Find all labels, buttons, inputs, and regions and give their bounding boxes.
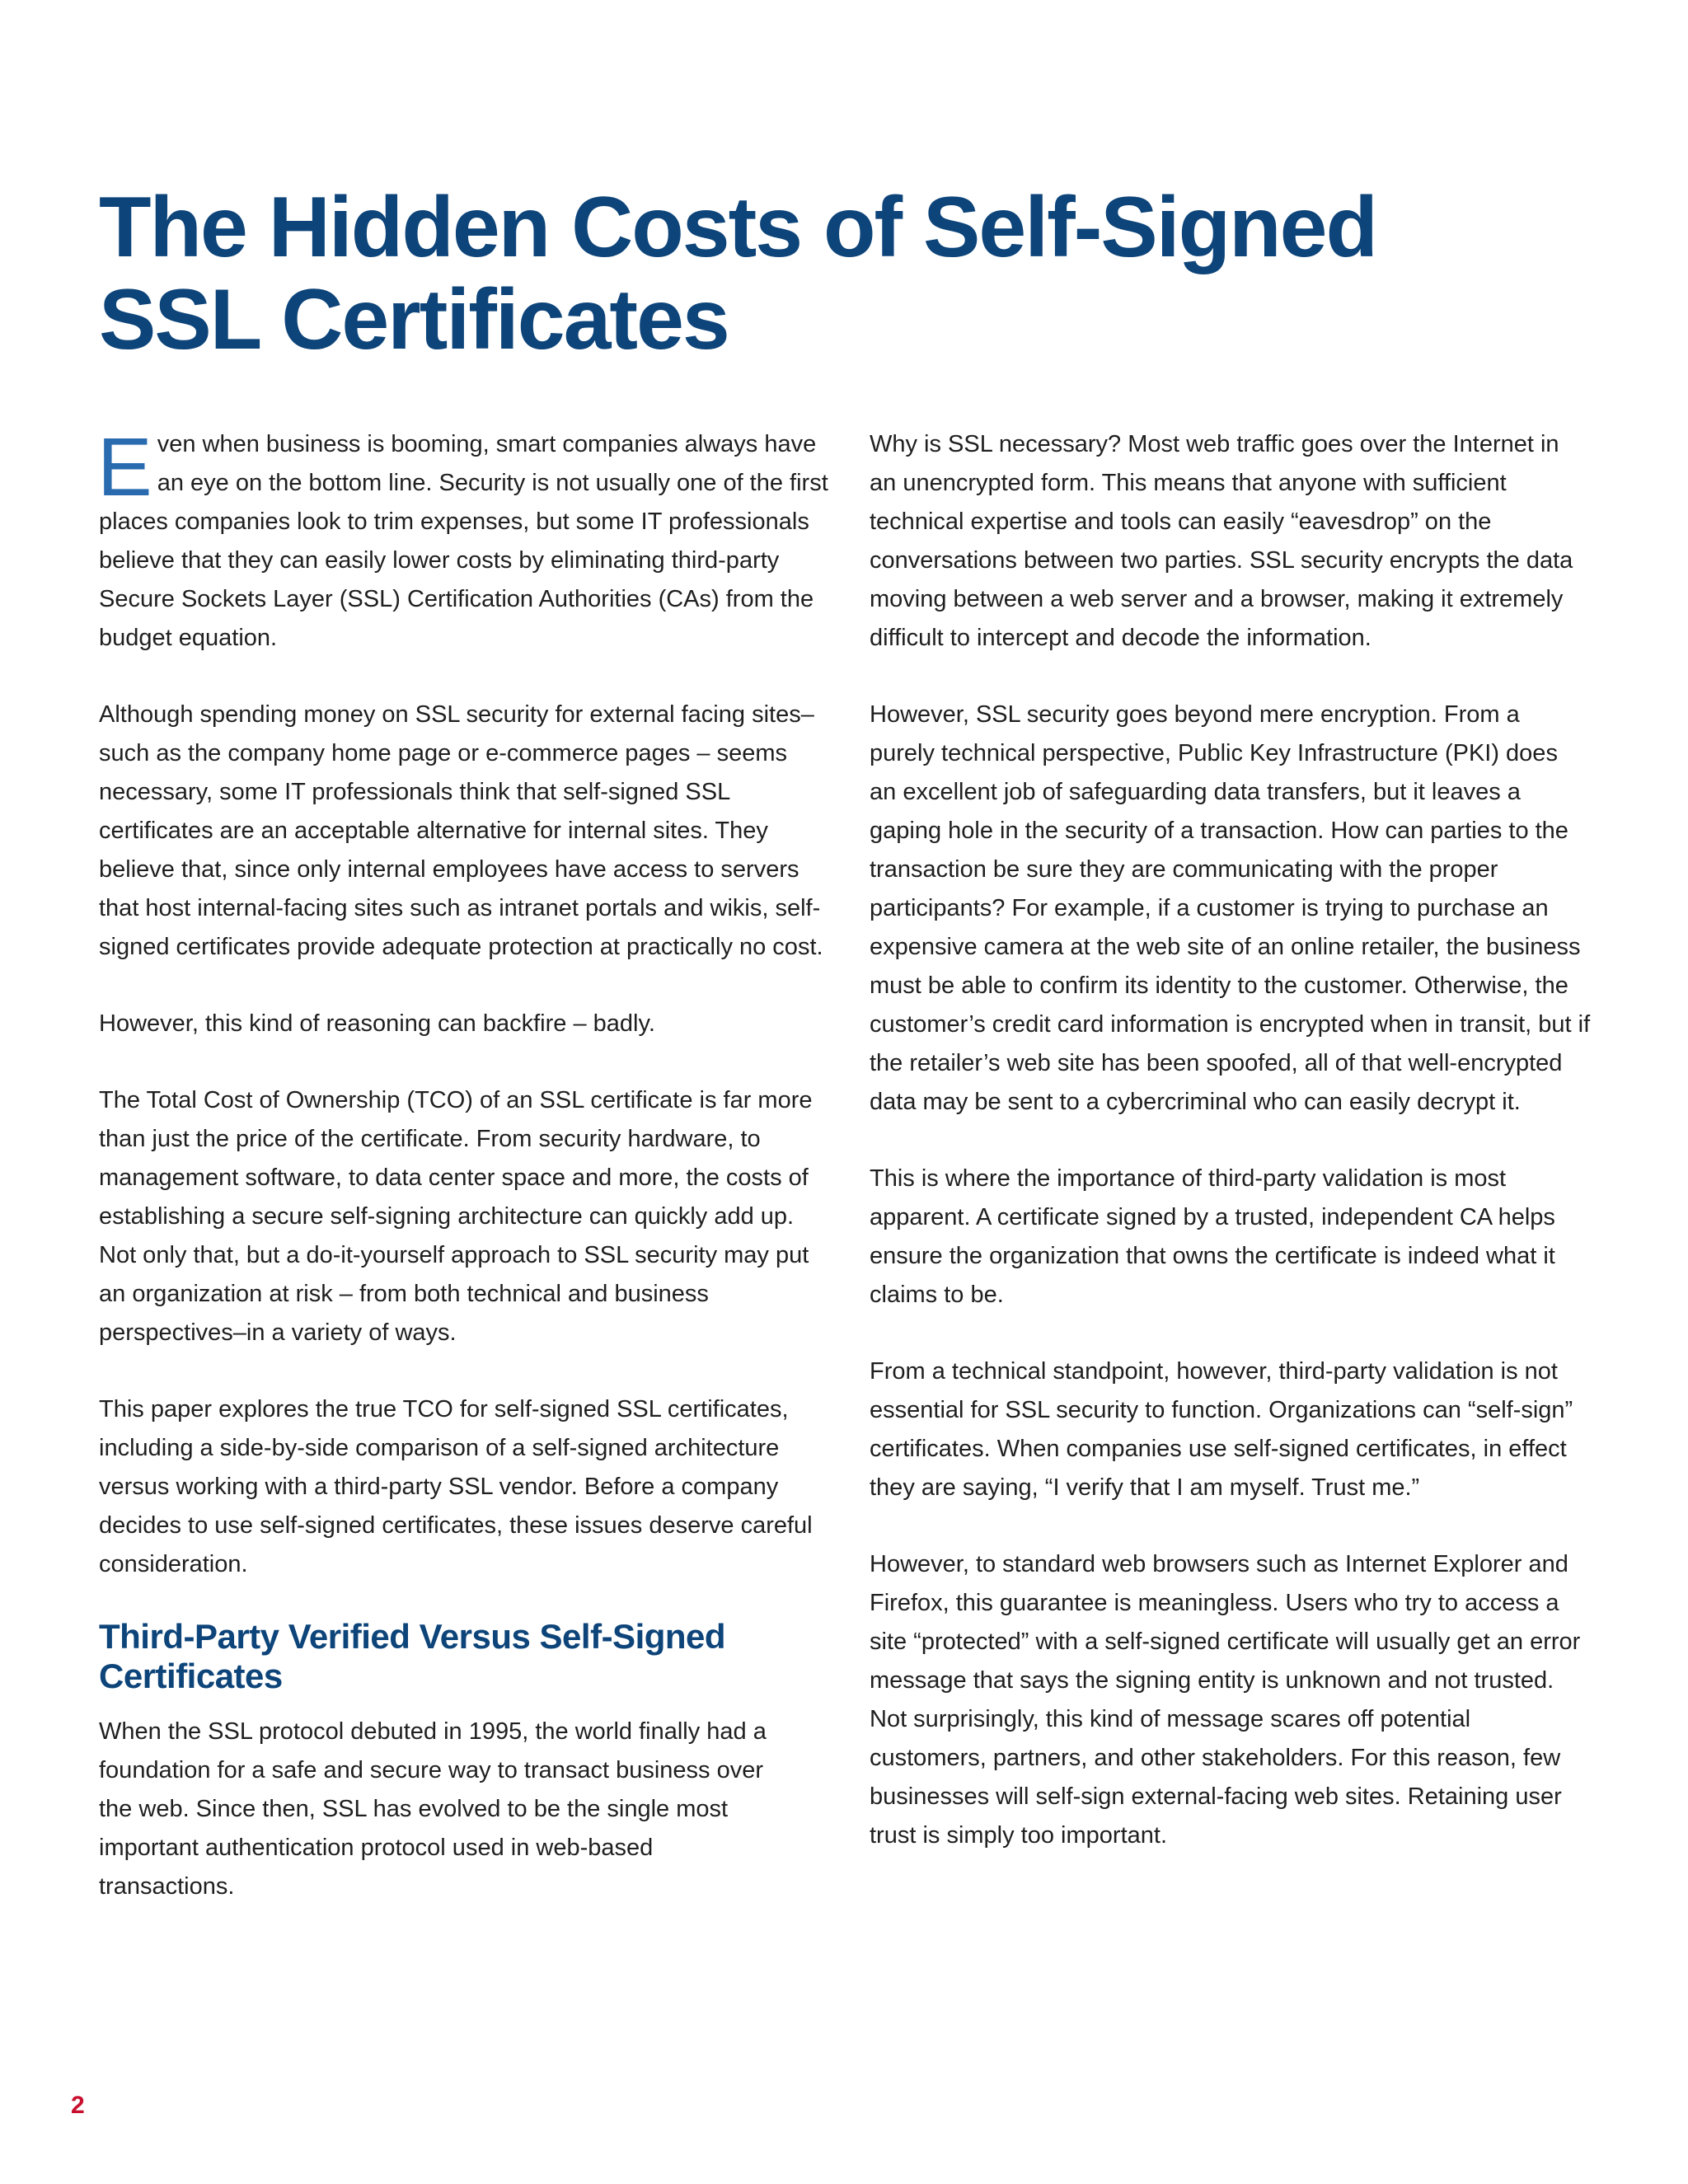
paragraph-paper-explores: This paper explores the true TCO for self-signed SSL certificates, including a side-by-side comparison of a self-signed architecture versus working with a third-party SSL vendor. Before a company decides to use self-signed certificates, these issues deserve careful consideration. xyxy=(99,1396,813,1577)
drop-cap: E xyxy=(97,421,152,513)
paragraph-beyond-encryption: However, SSL security goes beyond mere encryption. From a purely technical perspective, Public Key Infrastructure (PKI) does an excellent job of safeguarding data transfers, but it leaves a gaping hole in the security of a transaction. How can parties to the transaction be sure they are communicating with the proper participants? For example, if a customer is trying to purchase an expensive camera at the web site of an online retailer, the business must be able to confirm its identity to the customer. Otherwise, the customer’s credit card information is encrypted when in transit, but if the retailer’s web site has been spoofed, all of that well-encrypted data may be sent to a cybercriminal who can easily decrypt it. xyxy=(870,701,1591,1115)
left-column xyxy=(97,421,832,1944)
page-title xyxy=(99,181,1500,366)
section-heading xyxy=(99,1617,832,1696)
paragraph-ssl-history: When the SSL protocol debuted in 1995, the world finally had a foundation for a safe and secure way to transact business over the web. Since then, SSL has evolved to be the single most important authentication protocol used in web-based transactions. xyxy=(99,1718,767,1900)
page-number: 2 xyxy=(71,2092,85,2119)
intro-paragraph xyxy=(97,421,832,658)
title-line-2: SSL Certificates xyxy=(99,272,729,368)
paragraph-third-party-validation: This is where the importance of third-party validation is most apparent. A certificate signed by a trusted, independent CA helps ensure the organization that owns the certificate is indeed what it claims to be. xyxy=(870,1165,1555,1308)
section-heading-line-1: Third-Party Verified Versus Self-Signed xyxy=(99,1617,726,1656)
intro-text: ven when business is booming, smart companies always have an eye on the bottom line. Security is not usually one of the first places companies look to trim expenses, but some IT professionals believe that they can easily lower costs by eliminating third-party Secure Sockets Layer (SSL) Certification Authorities (CAs) from the budget equation. xyxy=(99,431,828,651)
title-line-1: The Hidden Costs of Self-Signed xyxy=(99,180,1377,275)
paragraph-self-sign: From a technical standpoint, however, third-party validation is not essential for SSL security to function. Organizations can “self-sign” certificates. When companies use self-signed certificates, in effect they are saying, “I verify that I am myself. Trust me.” xyxy=(870,1358,1573,1501)
section-heading-line-2: Certificates xyxy=(99,1657,283,1695)
paragraph-browsers: However, to standard web browsers such as Internet Explorer and Firefox, this guarantee is meaningless. Users who try to access a site “protected” with a self-signed certificate will usually get an error message that says the signing entity is unknown and not trusted. Not surprisingly, this kind of message scares off potential customers, partners, and other stakeholders. For this reason, few businesses will self-sign external-facing web sites. Retaining user trust is simply too important. xyxy=(870,1551,1581,1849)
paragraph-backfire: However, this kind of reasoning can backfire – badly. xyxy=(99,1010,655,1037)
right-column xyxy=(870,425,1591,1893)
paragraph-tco: The Total Cost of Ownership (TCO) of an SSL certificate is far more than just the price of the certificate. From security hardware, to management software, to data center space and more, the costs of establishing a secure self-signing architecture can quickly add up. Not only that, but a do-it-yourself approach to SSL security may put an organization at risk – from both technical and business perspectives–in a variety of ways. xyxy=(99,1087,813,1346)
paragraph-external-vs-internal: Although spending money on SSL security for external facing sites–such as the company home page or e-commerce pages – seems necessary, some IT professionals think that self-signed SSL certificates are an acceptable alternative for internal sites. They believe that, since only internal employees have access to servers that host internal-facing sites such as intranet portals and wikis, self-signed certificates provide adequate protection at practically no cost. xyxy=(99,701,823,960)
paragraph-why-ssl: Why is SSL necessary? Most web traffic goes over the Internet in an unencrypted form. This means that anyone with sufficient technical expertise and tools can easily “eavesdrop” on the conversations between two parties. SSL security encrypts the data moving between a web server and a browser, making it extremely difficult to intercept and decode the information. xyxy=(870,431,1573,651)
